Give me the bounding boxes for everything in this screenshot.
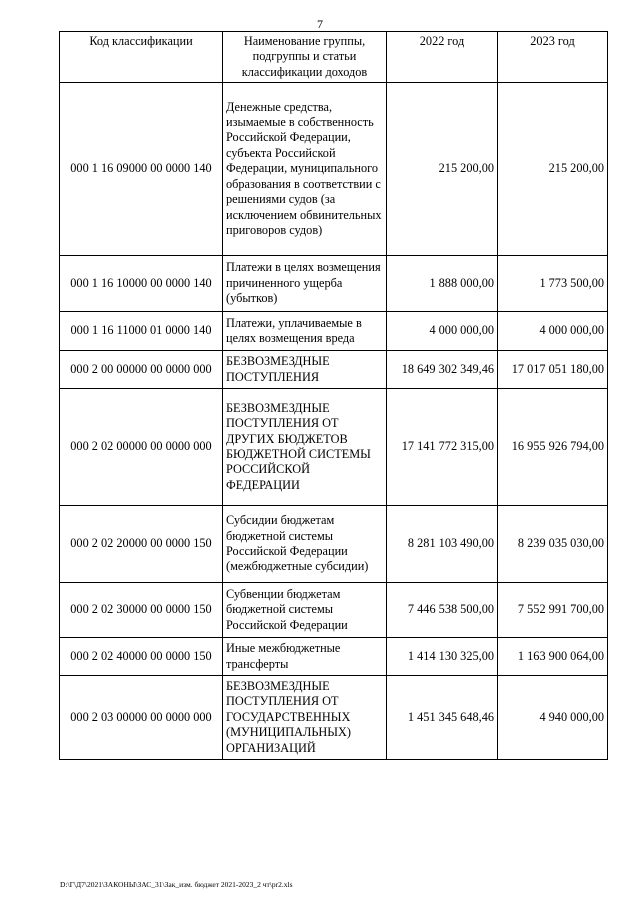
row-name: БЕЗВОЗМЕЗДНЫЕ ПОСТУПЛЕНИЯ ОТ ГОСУДАРСТВЕННЫХ (МУНИЦИПАЛЬНЫХ) ОРГАНИЗАЦИЙ: [223, 676, 387, 760]
row-value-2022: 8 281 103 490,00: [387, 506, 498, 583]
row-value-2023: 17 017 051 180,00: [498, 351, 608, 389]
table-row: [60, 676, 608, 760]
row-code: 000 2 00 00000 00 0000 000: [60, 351, 223, 389]
row-value-2022: 1 451 345 648,46: [387, 676, 498, 760]
row-name: БЕЗВОЗМЕЗДНЫЕ ПОСТУПЛЕНИЯ: [223, 351, 387, 389]
table-row: [60, 351, 608, 389]
row-value-2022: 215 200,00: [387, 83, 498, 256]
row-code: 000 2 02 40000 00 0000 150: [60, 638, 223, 676]
row-name: Иные межбюджетные трансферты: [223, 638, 387, 676]
row-name: Субвенции бюджетам бюджетной системы Российской Федерации: [223, 583, 387, 638]
header-name: Наименование группы, подгруппы и статьи классификации доходов: [223, 32, 387, 83]
row-value-2023: 215 200,00: [498, 83, 608, 256]
table-row: [60, 638, 608, 676]
row-value-2023: 4 940 000,00: [498, 676, 608, 760]
row-name: Платежи в целях возмещения причиненного ущерба (убытков): [223, 256, 387, 312]
row-code: 000 2 02 30000 00 0000 150: [60, 583, 223, 638]
row-value-2022: 17 141 772 315,00: [387, 389, 498, 506]
table-row: [60, 83, 608, 256]
header-code: Код классификации: [60, 32, 223, 83]
table-row: [60, 506, 608, 583]
row-value-2023: 8 239 035 030,00: [498, 506, 608, 583]
row-value-2022: 7 446 538 500,00: [387, 583, 498, 638]
table-row: [60, 389, 608, 506]
row-value-2023: 4 000 000,00: [498, 312, 608, 351]
row-value-2022: 1 888 000,00: [387, 256, 498, 312]
row-value-2022: 1 414 130 325,00: [387, 638, 498, 676]
row-value-2023: 16 955 926 794,00: [498, 389, 608, 506]
row-value-2023: 1 773 500,00: [498, 256, 608, 312]
row-code: 000 2 02 00000 00 0000 000: [60, 389, 223, 506]
header-year-2023: 2023 год: [498, 32, 608, 83]
table-row: [60, 256, 608, 312]
table-header-row: [60, 32, 608, 83]
row-value-2022: 4 000 000,00: [387, 312, 498, 351]
table-row: [60, 583, 608, 638]
row-value-2022: 18 649 302 349,46: [387, 351, 498, 389]
row-value-2023: 1 163 900 064,00: [498, 638, 608, 676]
header-year-2022: 2022 год: [387, 32, 498, 83]
row-code: 000 1 16 09000 00 0000 140: [60, 83, 223, 256]
row-name: Субсидии бюджетам бюджетной системы Российской Федерации (межбюджетные субсидии): [223, 506, 387, 583]
row-name: БЕЗВОЗМЕЗДНЫЕ ПОСТУПЛЕНИЯ ОТ ДРУГИХ БЮДЖЕТОВ БЮДЖЕТНОЙ СИСТЕМЫ РОССИЙСКОЙ ФЕДЕРАЦИИ: [223, 389, 387, 506]
row-code: 000 1 16 11000 01 0000 140: [60, 312, 223, 351]
row-code: 000 2 02 20000 00 0000 150: [60, 506, 223, 583]
row-code: 000 2 03 00000 00 0000 000: [60, 676, 223, 760]
revenue-classification-table: [59, 31, 608, 760]
page-number: 7: [317, 17, 323, 31]
row-name: Денежные средства, изымаемые в собственность Российской Федерации, субъекта Российской Федерации, муниципального образования в соответствии с решениями судов (за исключением обвинительных приговоров судов): [223, 83, 387, 256]
table-row: [60, 312, 608, 351]
row-code: 000 1 16 10000 00 0000 140: [60, 256, 223, 312]
row-name: Платежи, уплачиваемые в целях возмещения вреда: [223, 312, 387, 351]
row-value-2023: 7 552 991 700,00: [498, 583, 608, 638]
file-path-footer: D:\Г\Д7\2021\ЗАКОНЫ\ЗАС_31\Зак_изм. бюджет 2021-2023_2 чт\pr2.xls: [60, 880, 293, 889]
